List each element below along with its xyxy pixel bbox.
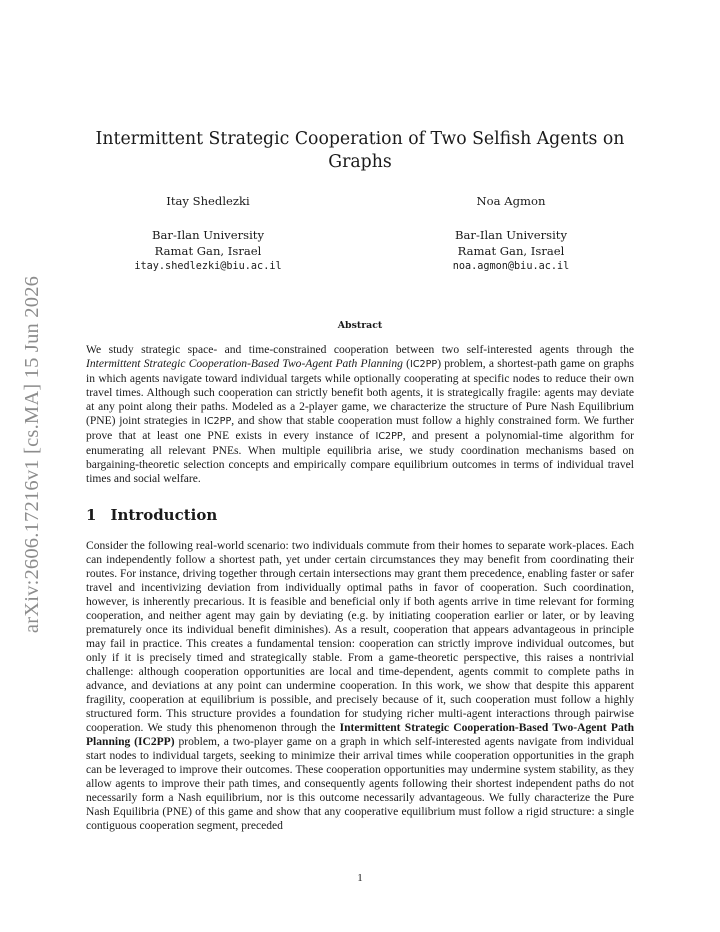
author-email[interactable]: itay.shedlezki@biu.ac.il	[134, 261, 282, 272]
body-part: Consider the following real-world scenario: two individuals commute from their homes to separate work-places. Each can independently follow a shortest path, yet under certain circumstances they may benefit from coordinating their routes. For instance, driving together through certain intersections may grant them precedence, enabling faster or safer travel and incentivizing deviation from individually optimal paths in favor of cooperation. Such coordination, however, is inherently precarious. It is feasible and beneficial only if both agents arrive in time relevant for forming cooperation, and neither agent may gain by deviating (e.g. by initiating cooperation earlier or later, or by leaving prematurely once its individual benefit diminishes). As a result, cooperation that appears advantageous in principle may fail in practice. This creates a fundamental tension: cooperation can strictly improve individual outcomes, but only if it is precisely timed and strategically stable. From a game-theoretic perspective, this raises a nontrivial challenge: although cooperation opportunities are local and time-dependent, agents commit to complete paths in advance, and deviations at any point can undermine cooperation. In this work, we show that despite this apparent fragility, cooperation at equilibrium is possible, and precisely because of it, such cooperation must follow a highly structured form. This structure provides a foundation for studying richer multi-agent interactions through pairwise cooperation. We study this phenomenon through the	[86, 540, 634, 734]
section-number: 1	[86, 506, 97, 524]
abstract-part: , and present a polynomial-time algorithm for enumerating all relevant PNEs. When multiple equilibria arise, we study coordination mechanisms based on bargaining-theoretic selection concepts and empirically compare equilibrium outcomes in terms of individual travel times and social welfare.	[86, 430, 634, 485]
problem-abbreviation: IC2PP	[375, 431, 403, 442]
abstract-part: ) problem, a shortest-path game on graphs in which agents navigate toward individual targets while optionally cooperating at specific nodes to reduce their own travel times. Although such cooperation can strictly benefit both agents, it is strategically fragile: agents may deviate at any point along their paths. Modeled as a 2-player game, we characterize the structure of Pure Nash Equilibrium (PNE) joint strategies in	[86, 358, 635, 427]
author-email[interactable]: noa.agmon@biu.ac.il	[452, 261, 570, 272]
author-location: Ramat Gan, Israel	[457, 244, 565, 258]
author-block-2	[391, 193, 631, 275]
introduction-text	[86, 539, 634, 833]
author-affiliation: Bar-Ilan University	[454, 228, 567, 242]
page-number: 1	[357, 872, 363, 884]
abstract-part: , and show that stable cooperation must follow a highly constrained form. We further prove that at least one PNE exists in every instance of	[86, 415, 634, 442]
body-part: problem, a two-player game on a graph in which self-interested agents navigate from individual start nodes to individual targets, seeking to minimize their arrival times while cooperation opportunities in the graph can be leveraged to improve their outcomes. These cooperation opportunities may undermine system stability, as they allow agents to improve their path times, and consequently agents following their shortest independent paths do not necessarily form a Nash equilibrium, nor is this outcome necessarily advantageous. We fully characterize the Pure Nash Equilibria (PNE) of this game and show that any cooperative equilibrium must follow a rigid structure: a single contiguous cooperation segment, preceded	[86, 736, 634, 832]
problem-name-bold: Intermittent Strategic Cooperation-Based Two-Agent Path Planning (IC2PP)	[86, 722, 634, 748]
abstract-heading: Abstract	[337, 320, 383, 331]
problem-abbreviation: IC2PP	[409, 359, 438, 370]
author-block-1	[88, 193, 328, 275]
arxiv-identifier	[18, 258, 48, 650]
author-name: Noa Agmon	[476, 194, 546, 208]
author-location: Ramat Gan, Israel	[154, 244, 262, 258]
problem-abbreviation: IC2PP	[204, 416, 232, 427]
abstract-part: We study strategic space- and time-constrained cooperation between two self-interested agents through the	[86, 344, 634, 356]
problem-name: Intermittent Strategic Cooperation-Based Two-Agent Path Planning	[86, 358, 403, 370]
abstract-part: (	[402, 358, 410, 370]
abstract-text	[86, 343, 634, 486]
author-name: Itay Shedlezki	[166, 194, 250, 208]
author-affiliation: Bar-Ilan University	[151, 228, 264, 242]
section-heading	[86, 506, 217, 524]
section-title: Introduction	[110, 506, 218, 524]
arxiv-identifier-text: arXiv:2606.17216v1 [cs.MA] 15 Jun 2026	[21, 275, 44, 633]
paper-title: Intermittent Strategic Cooperation of Two Selfish Agents on Graphs	[95, 129, 625, 172]
